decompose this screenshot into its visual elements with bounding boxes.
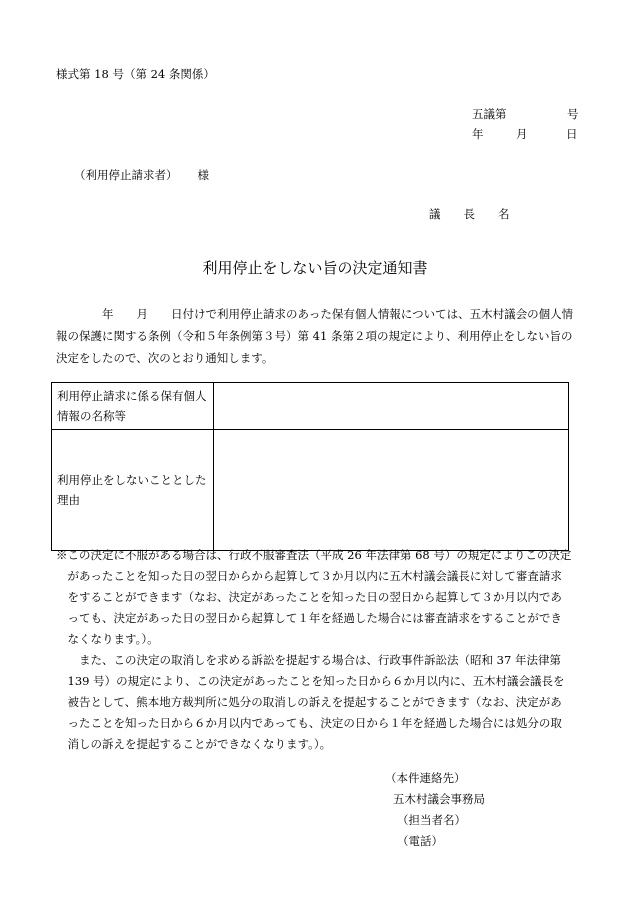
notice-line: 139 号）の規定により、この決定があったことを知った日から６か月以内に、五木村議会議長を <box>56 674 565 688</box>
addressee-label: （利用停止請求者） <box>74 168 178 182</box>
notice-line: なくなります。）。 <box>56 632 159 646</box>
notice-line: また、この決定の取消しを求める訴訟を提起する場合は、行政事件訴訟法（昭和 37 年法律第 <box>56 653 561 667</box>
chair-name: 議 長 名 <box>429 207 510 221</box>
intro-paragraph <box>56 303 576 369</box>
notice-line: ※この決定に不服がある場合は、行政不服審査法（平成 26 年法律第 68 号）の規定によりこの決定 <box>56 548 572 562</box>
table-label-cell <box>52 383 214 430</box>
contact-phone: （電話） <box>397 834 443 848</box>
intro-line: 年 月 日付けで利用停止請求のあった保有個人情報については、五木村議会の個人情 <box>56 307 574 321</box>
intro-line: 報の保護に関する条例（令和５年条例第３号）第 41 条第２項の規定により、利用停止をしない旨の <box>56 329 573 343</box>
notice-line: ったことを知った日から６か月以内であっても、決定の日から１年を経過した場合には処分の取 <box>56 716 562 730</box>
form-number: 様式第 18 号（第 24 条関係） <box>56 67 215 81</box>
document-number-suffix: 号 <box>567 107 579 121</box>
row-label-line: 利用停止をしないこととした <box>57 473 207 487</box>
date-month: 月 <box>516 127 528 141</box>
contact-block <box>385 768 485 852</box>
contact-heading: （本件連絡先） <box>385 771 466 785</box>
page-title: 利用停止をしない旨の決定通知書 <box>202 259 428 277</box>
date-day: 日 <box>566 127 578 141</box>
date-year: 年 <box>472 127 484 141</box>
decision-table <box>51 382 569 551</box>
contact-person: （担当者名） <box>397 813 466 827</box>
table-value-cell <box>214 430 569 551</box>
addressee-honorific: 様 <box>197 168 209 182</box>
notice-line: っても、決定があった日の翌日から起算して１年を経過した場合には審査請求をすることができ <box>56 611 562 625</box>
notice-line: があったことを知った日の翌日からから起算して３か月以内に五木村議会議長に対して審査請求 <box>56 569 562 583</box>
table-row <box>52 383 569 430</box>
row-label-line: 情報の名称等 <box>57 409 126 423</box>
row-label-line: 利用停止請求に係る保有個人 <box>57 389 207 403</box>
document-number-prefix: 五議第 <box>472 107 507 121</box>
table-value-cell <box>214 383 569 430</box>
notice-line: をすることができます（なお、決定があったことを知った日の翌日から起算して３か月以内であ <box>56 590 562 604</box>
intro-line: 決定をしたので、次のとおり通知します。 <box>56 351 274 365</box>
notice-line: 消しの訴えを提起することができなくなります。）。 <box>56 737 332 751</box>
appeal-notice <box>56 545 582 755</box>
row-label-line: 理由 <box>57 493 80 507</box>
notice-line: 被告として、熊本地方裁判所に処分の取消しの訴えを提起することができます（なお、決定があ <box>56 695 562 709</box>
table-row <box>52 430 569 551</box>
table-label-cell <box>52 430 214 551</box>
contact-office: 五木村議会事務局 <box>393 792 485 806</box>
addressee <box>74 167 209 183</box>
